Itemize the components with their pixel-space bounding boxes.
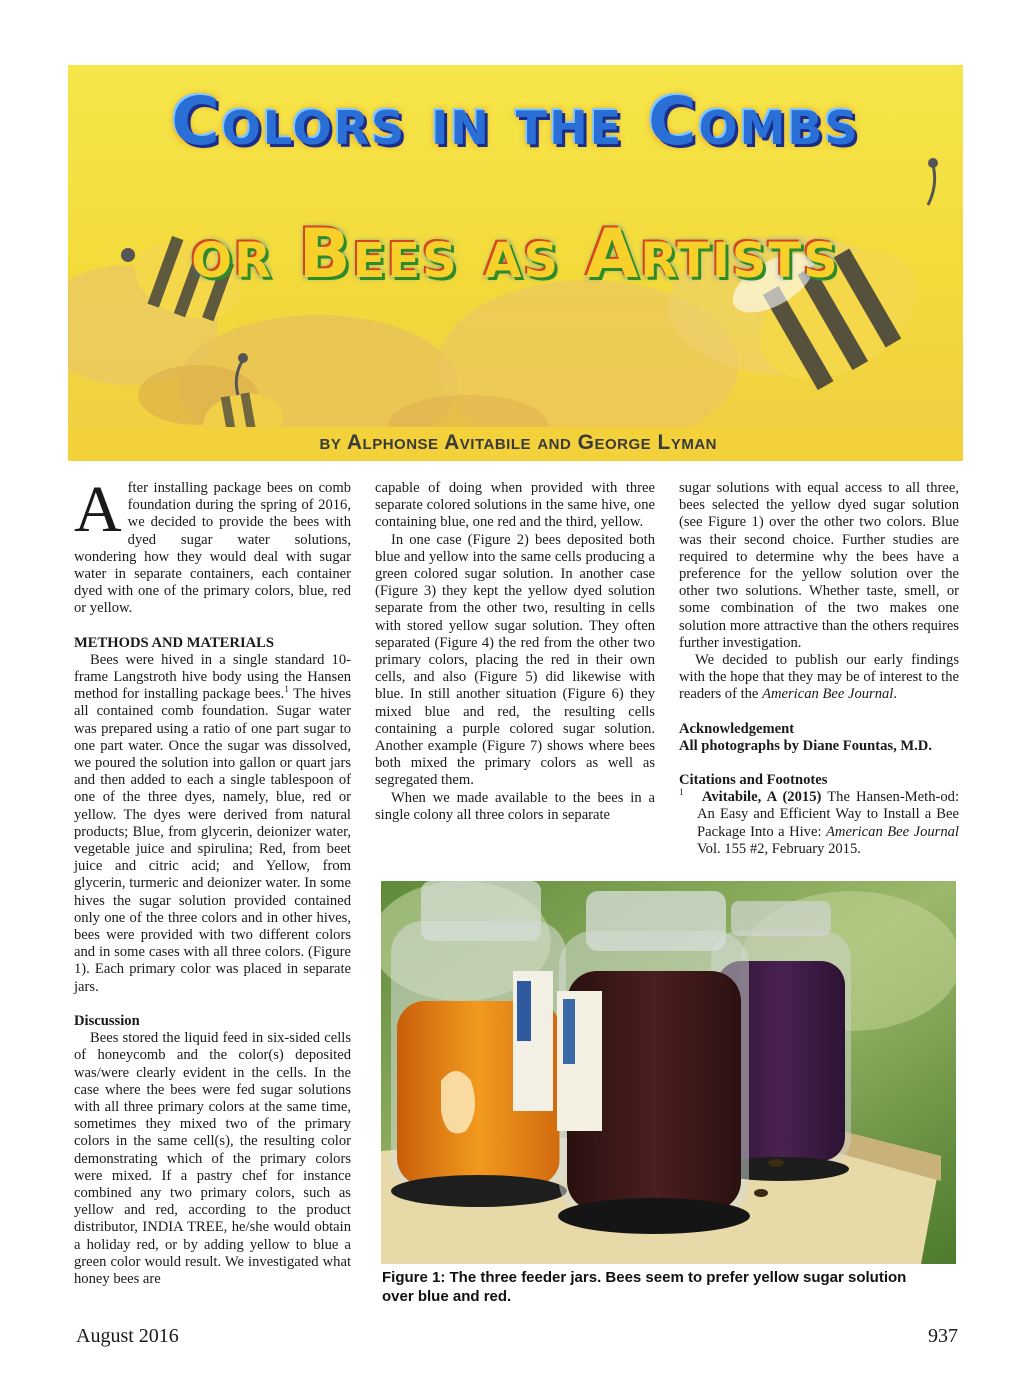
col2-paragraph-3: When we made available to the bees in a single colony all three colors in separate: [375, 789, 655, 823]
column-2: [375, 480, 655, 824]
citations-heading: Citations and Footnotes: [679, 772, 828, 789]
drop-cap: A: [74, 473, 122, 546]
col3-paragraph-1: sugar solutions with equal access to all three, bees selected the yellow dyed sugar solution (see Figure 1) over the other two colors. Blue was their second choice. Further studies are required to determine why the bees have a preference for the yellow solution over the other two solutions. Whether taste, smell, or some combination of the two makes one solution more attractive than the others requires further investigation.: [679, 480, 959, 651]
journal-name: American Bee Journal: [762, 686, 894, 703]
column-1: [74, 473, 351, 1288]
discussion-paragraph: Bees stored the liquid feed in six-sided cells of honeycomb and the color(s) deposited was/were clearly evident in the cells. In the case where the bees were fed sugar solutions with all three primary colors at the same time, sometimes they mixed two of the primary colors in the same cell(s), the resulting color demonstrating which of the primary colors were mixed. If a pastry chef for instance combined any two primary colors, such as yellow and red, according to the product distributor, INDIA TREE, he/she would obtain a holiday red, or by adding yellow to blue a green color would result. We investigated what honey bees are: [74, 1030, 351, 1287]
acknowledgement-heading: Acknowledgement: [679, 720, 795, 737]
citation-number: 1: [679, 787, 684, 798]
byline: by Alphonse Avitabile and George Lyman: [319, 431, 717, 454]
col3-paragraph-2-end: .: [893, 686, 898, 703]
col3-paragraph-2: [679, 652, 959, 704]
article-banner: [68, 65, 963, 461]
citation-journal: American Bee Journal: [826, 823, 959, 840]
figure-caption: Figure 1: The three feeder jars. Bees seem to prefer yellow sugar solution over blue and red.: [382, 1269, 907, 1305]
citation-author: Avitabile, A (2015): [701, 789, 822, 806]
page-number: 937: [928, 1325, 958, 1347]
methods-heading: METHODS AND MATERIALS: [74, 634, 275, 651]
methods-text-a: Bees were hived in a single standard 10-frame Langstroth hive body using the Hansen method for installing package bees.: [74, 651, 351, 703]
col2-paragraph-2: In one case (Figure 2) bees deposited both blue and yellow into the same cells producing a green colored sugar solution. In another case (Figure 3) they kept the yellow dyed solution separate from the other two, resulting in cells with stored yellow sugar solution. They often separated (Figure 4) the red from the other two primary colors, placing the red in their own cells, and also (Figure 5) did likewise with blue. In still another situation (Figure 6) they mixed blue and red, the resulting cells containing a purple colored sugar solution. Another example (Figure 7) shows where bees both mixed the primary colors as well as segregated them.: [375, 531, 655, 789]
intro-paragraph: [74, 473, 351, 618]
citation-1: [679, 787, 959, 858]
discussion-heading: Discussion: [74, 1012, 140, 1029]
methods-text-b: The hives all contained comb foundation. Sugar water was prepared using a ratio of one part sugar to one part water. Once the sugar was dissolved, we poured the solution into gallon or quart jars and then added to each a single tablespoon of one of the three dyes, namely, blue, red or yellow. The dyes were derived from natural products; Blue, from glycerin, deionizer water, vegetable juice and spirulina; Red, from beet juice and citric acid; and Yellow, from glycerin, turmeric and deionizer water. In some hives the sugar solution provided contained only one of the three colors and in other hives, bees were provided with two different colors and in some cases with all three colors. (Figure 1). Each primary color was placed in separate jars.: [74, 686, 351, 995]
citation-text-a: The Hansen-Meth-od: An Easy and Efficient Way to Install a Bee Package Into a Hive:: [697, 789, 959, 840]
methods-paragraph: [74, 652, 351, 996]
col2-paragraph-1: capable of doing when provided with three separate colored solutions in the same hive, one containing blue, one red and the third, yellow.: [375, 480, 655, 531]
feeder-jars-photo: [381, 881, 956, 1264]
article-title-line-1: Colors in the Combs: [171, 83, 860, 160]
intro-text: fter installing package bees on comb foundation during the spring of 2016, we decided to provide the bees with dyed sugar water solutions, wondering how they would deal with sugar water in separate containers, each container dyed with one of the primary colors, blue, red or yellow.: [74, 480, 351, 617]
acknowledgement-text: All photographs by Diane Fountas, M.D.: [679, 737, 932, 754]
citation-text-b: Vol. 155 #2, February 2015.: [697, 840, 861, 857]
issue-date: August 2016: [76, 1325, 179, 1347]
column-3: [679, 480, 959, 858]
col3-paragraph-2-text: We decided to publish our early findings with the hope that they may be of interest to the readers of the: [679, 652, 959, 703]
article-title-line-2: or Bees as Artists: [191, 215, 840, 294]
footnote-ref: 1: [284, 684, 289, 695]
